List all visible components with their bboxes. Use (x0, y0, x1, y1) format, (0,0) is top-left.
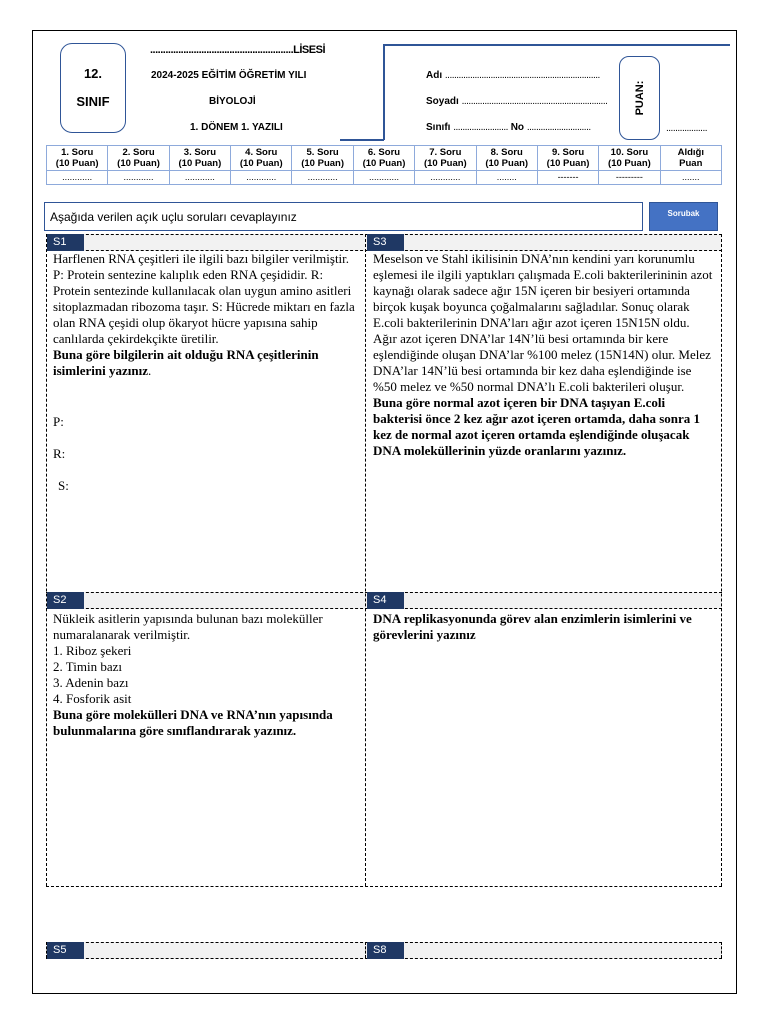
score-blank-cell[interactable]: ....... (660, 171, 721, 185)
score-label: PUAN: (633, 80, 646, 116)
surname-label: Soyadı (426, 96, 459, 107)
s2-label: S2 (47, 592, 84, 609)
score-header-cell: 4. Soru (10 Puan) (231, 146, 292, 171)
score-blank-row (47, 171, 722, 185)
score-header-cell: 3. Soru (10 Puan) (169, 146, 230, 171)
s8-right-line (721, 942, 722, 958)
grade-box (60, 43, 126, 133)
score-blank-cell[interactable]: ............ (353, 171, 414, 185)
score-blank-cell[interactable]: ............ (169, 171, 230, 185)
name-label: Adı (426, 70, 443, 81)
subject: BİYOLOJİ (209, 96, 256, 107)
s1-s-answer[interactable]: S: (58, 478, 69, 493)
s1-text: Harflenen RNA çeşitleri ile ilgili bazı bilgiler verilmiştir. P: Protein sentezine kalıplık eden RNA çeşididir. R: Protein sentezinde kullanılacak olan uygun amino asitleri sitoplazmadan ribozoma taşır. S: Hücrede miktarı en fazla olan RNA çeşidi olup ökaryot hücre yapısına sahip canlılarda çekirdekçikte üretilir. (53, 251, 355, 346)
s2-item: 1. Riboz şekeri (53, 643, 132, 658)
score-box (619, 56, 660, 140)
grade-label: SINIF (76, 94, 110, 109)
grid-left-line (46, 234, 47, 886)
s1-question (53, 251, 359, 379)
s5-label: S5 (47, 942, 84, 959)
s1-bold: Buna göre bilgilerin ait olduğu RNA çeşitlerinin isimlerini yazınız (53, 347, 319, 378)
s1-label: S1 (47, 234, 84, 251)
grid-right-line (721, 234, 722, 886)
s3-label: S3 (367, 234, 404, 251)
score-header-cell: 8. Soru (10 Puan) (476, 146, 537, 171)
instruction-box: Aşağıda verilen açık uçlu soruları cevaplayınız (44, 202, 643, 231)
s4-label: S4 (367, 592, 404, 609)
score-blank-cell[interactable]: ............ (415, 171, 476, 185)
sorubak-button[interactable]: Sorubak (649, 202, 718, 231)
score-blank-cell[interactable]: ............ (108, 171, 169, 185)
s3-instruction: Buna göre normal azot içeren bir DNA taşıyan E.coli bakterisi önce 2 kez ağır azot içeren ortamda, daha sonra 1 kez de normal azot içeren ortamda eşlendiğinde oluşacak DNA moleküllerinin yüzde oranlarını yazınız. (373, 395, 701, 458)
score-header-cell: 9. Soru (10 Puan) (537, 146, 598, 171)
score-blank-cell[interactable]: ............ (47, 171, 108, 185)
s2-question (53, 611, 359, 739)
grid-middle-line (365, 234, 366, 886)
surname-field[interactable] (426, 96, 607, 107)
s1-bold-end: . (147, 363, 152, 378)
score-blank-cell[interactable]: ............ (231, 171, 292, 185)
score-header-cell: 6. Soru (10 Puan) (353, 146, 414, 171)
header-frame-left (383, 44, 385, 140)
s3-question (373, 251, 715, 459)
s1-r-answer[interactable]: R: (53, 446, 66, 461)
academic-year: 2024-2025 EĞİTİM ÖĞRETİM YILI (151, 70, 307, 81)
score-header-cell: Aldığı Puan (660, 146, 721, 171)
score-blank-cell[interactable]: --------- (599, 171, 660, 185)
score-header-cell: 2. Soru (10 Puan) (108, 146, 169, 171)
s4-question (373, 611, 715, 643)
school-name (150, 44, 325, 56)
score-header-cell: 10. Soru (10 Puan) (599, 146, 660, 171)
s1-instruction (53, 347, 359, 379)
score-header-row (47, 146, 722, 171)
grid-bottom-line (46, 886, 722, 887)
name-field[interactable] (426, 70, 600, 81)
score-header-cell: 5. Soru (10 Puan) (292, 146, 353, 171)
s3-text: Meselson ve Stahl ikilisinin DNA’nın kendini yarı korunumlu eşlemesi ile ilgili yaptıkları çalışmada E.coli bakterilerininin azot kaynağı olarak sadece ağır 15N içeren bir besiyeri ortamında birçok kuşak boyunca çoğalmalarını sağladılar. Sonuç olarak E.coli bakterilerinin DNA’ları ağır azot içeren 15N15N oldu. Ağır azot içeren DNA’lar 14N’lü besi ortamında bir kere eşlendiğinde oluşan DNA’lar %100 melez (15N14N) olur. Melez DNA’lar 14N’lü besi ortamında bir kez daha eşlendiğinde ise %50 melez ve %50 normal DNA’lı E.coli bakterileri oluşur. (373, 251, 713, 394)
s2-item: 4. Fosforik asit (53, 691, 132, 706)
s8-left-line (365, 942, 366, 958)
no-dots: ............................ (526, 122, 591, 133)
class-no-field[interactable] (426, 122, 591, 133)
s2-instruction: Buna göre molekülleri DNA ve RNA’nın yapısında bulunmalarına göre sınıflandırarak yazınız. (53, 707, 333, 738)
score-blank-cell[interactable]: ........ (476, 171, 537, 185)
score-blank-cell[interactable]: ............ (292, 171, 353, 185)
s1-p-answer[interactable]: P: (53, 414, 64, 429)
grade-number: 12. (83, 66, 103, 81)
score-dots[interactable]: .................. (666, 123, 708, 134)
school-dots: ........................................................ (150, 44, 294, 56)
score-header-cell: 1. Soru (10 Puan) (47, 146, 108, 171)
s2-item: 3. Adenin bazı (53, 675, 129, 690)
class-dots: ........................ (453, 122, 508, 133)
exam-title: 1. DÖNEM 1. YAZILI (190, 122, 283, 133)
no-label: No (510, 122, 525, 133)
surname-dots: ................................................................ (461, 96, 608, 107)
s8-label: S8 (367, 942, 404, 959)
s4-instruction: DNA replikasyonunda görev alan enzimlerin isimlerini ve görevlerini yazınız (373, 611, 692, 642)
header-frame-step (340, 139, 384, 141)
score-blank-cell[interactable]: ------- (537, 171, 598, 185)
score-table (46, 145, 722, 185)
score-header-cell: 7. Soru (10 Puan) (415, 146, 476, 171)
s5-left-line (46, 942, 47, 958)
header-frame-top (383, 44, 730, 46)
s2-text: Nükleik asitlerin yapısında bulunan bazı moleküller numaralanarak verilmiştir. (53, 611, 323, 642)
school-suffix: LİSESİ (293, 44, 325, 56)
name-dots: .................................................................... (444, 70, 600, 81)
s2-item: 2. Timin bazı (53, 659, 122, 674)
class-label: Sınıfı (426, 122, 451, 133)
